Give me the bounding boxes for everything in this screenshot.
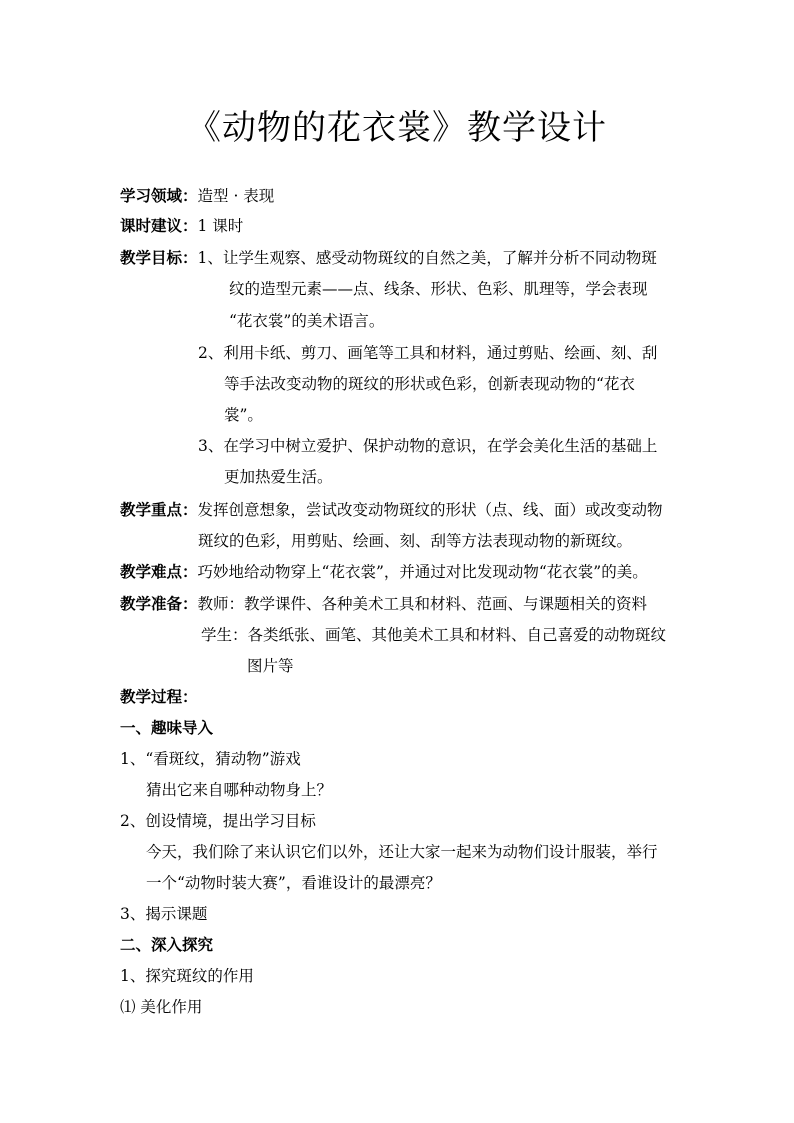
preparation-teacher: 教师：教学课件、各种美术工具和材料、范画、与课题相关的资料 bbox=[197, 595, 648, 613]
difficulties-value: 巧妙地给动物穿上“花衣裳”，并通过对比发现动物“花衣裳”的美。 bbox=[197, 563, 648, 581]
objective-line: 纹的造型元素——点、线条、形状、色彩、肌理等，学会表现 bbox=[229, 280, 648, 298]
section-heading: 一、趣味导入 bbox=[120, 719, 214, 737]
objective-line: 等手法改变动物的斑纹的形状或色彩，创新表现动物的“花衣 bbox=[224, 375, 635, 393]
key-points-label: 教学重点： bbox=[120, 501, 198, 519]
objectives-label: 教学目标： bbox=[120, 249, 198, 267]
difficulties-label: 教学难点： bbox=[120, 563, 198, 581]
list-item: 3、揭示课题 bbox=[120, 905, 208, 923]
preparation-row bbox=[120, 593, 647, 615]
list-item-text: 一个“动物时装大赛”，看谁设计的最漂亮？ bbox=[146, 874, 441, 892]
objectives-row bbox=[120, 247, 657, 269]
key-points-row bbox=[120, 499, 663, 521]
list-item: ⑴ 美化作用 bbox=[120, 998, 203, 1016]
objective-line: “花衣裳”的美术语言。 bbox=[229, 312, 385, 330]
field-label: 学习领域： bbox=[120, 187, 198, 205]
hours-value: 1 课时 bbox=[197, 217, 244, 235]
difficulties-row bbox=[120, 561, 648, 583]
objective-line: 裳”。 bbox=[224, 406, 263, 424]
preparation-student: 学生：各类纸张、画笔、其他美术工具和材料、自己喜爱的动物斑纹 bbox=[201, 626, 667, 644]
process-label: 教学过程： bbox=[120, 688, 198, 706]
field-value: 造型 · 表现 bbox=[197, 187, 275, 205]
list-item-text: 猜出它来自哪种动物身上？ bbox=[146, 781, 333, 799]
objective-line: 1、让学生观察、感受动物斑纹的自然之美，了解并分析不同动物斑 bbox=[197, 249, 657, 267]
objective-line: 2、利用卡纸、剪刀、画笔等工具和材料，通过剪贴、绘画、刻、刮 bbox=[198, 344, 658, 362]
list-item: 1、“看斑纹，猜动物”游戏 bbox=[120, 750, 301, 768]
hours-row bbox=[120, 215, 243, 237]
key-points-line: 发挥创意想象，尝试改变动物斑纹的形状（点、线、面）或改变动物 bbox=[197, 501, 663, 519]
objective-line: 3、在学习中树立爱护、保护动物的意识，在学会美化生活的基础上 bbox=[198, 437, 658, 455]
field-row bbox=[120, 185, 274, 207]
document-title: 《动物的花衣裳》教学设计 bbox=[187, 108, 607, 148]
section-heading: 二、深入探究 bbox=[120, 936, 214, 954]
list-item: 1、探究斑纹的作用 bbox=[120, 967, 254, 985]
objective-line: 更加热爱生活。 bbox=[224, 468, 333, 486]
preparation-label: 教学准备： bbox=[120, 595, 198, 613]
hours-label: 课时建议： bbox=[120, 217, 198, 235]
preparation-student-cont: 图片等 bbox=[247, 657, 294, 675]
list-item: 2、创设情境，提出学习目标 bbox=[120, 812, 316, 830]
list-item-text: 今天，我们除了来认识它们以外，还让大家一起来为动物们设计服装，举行 bbox=[146, 843, 658, 861]
key-points-line: 斑纹的色彩，用剪贴、绘画、刻、刮等方法表现动物的新斑纹。 bbox=[198, 532, 633, 550]
